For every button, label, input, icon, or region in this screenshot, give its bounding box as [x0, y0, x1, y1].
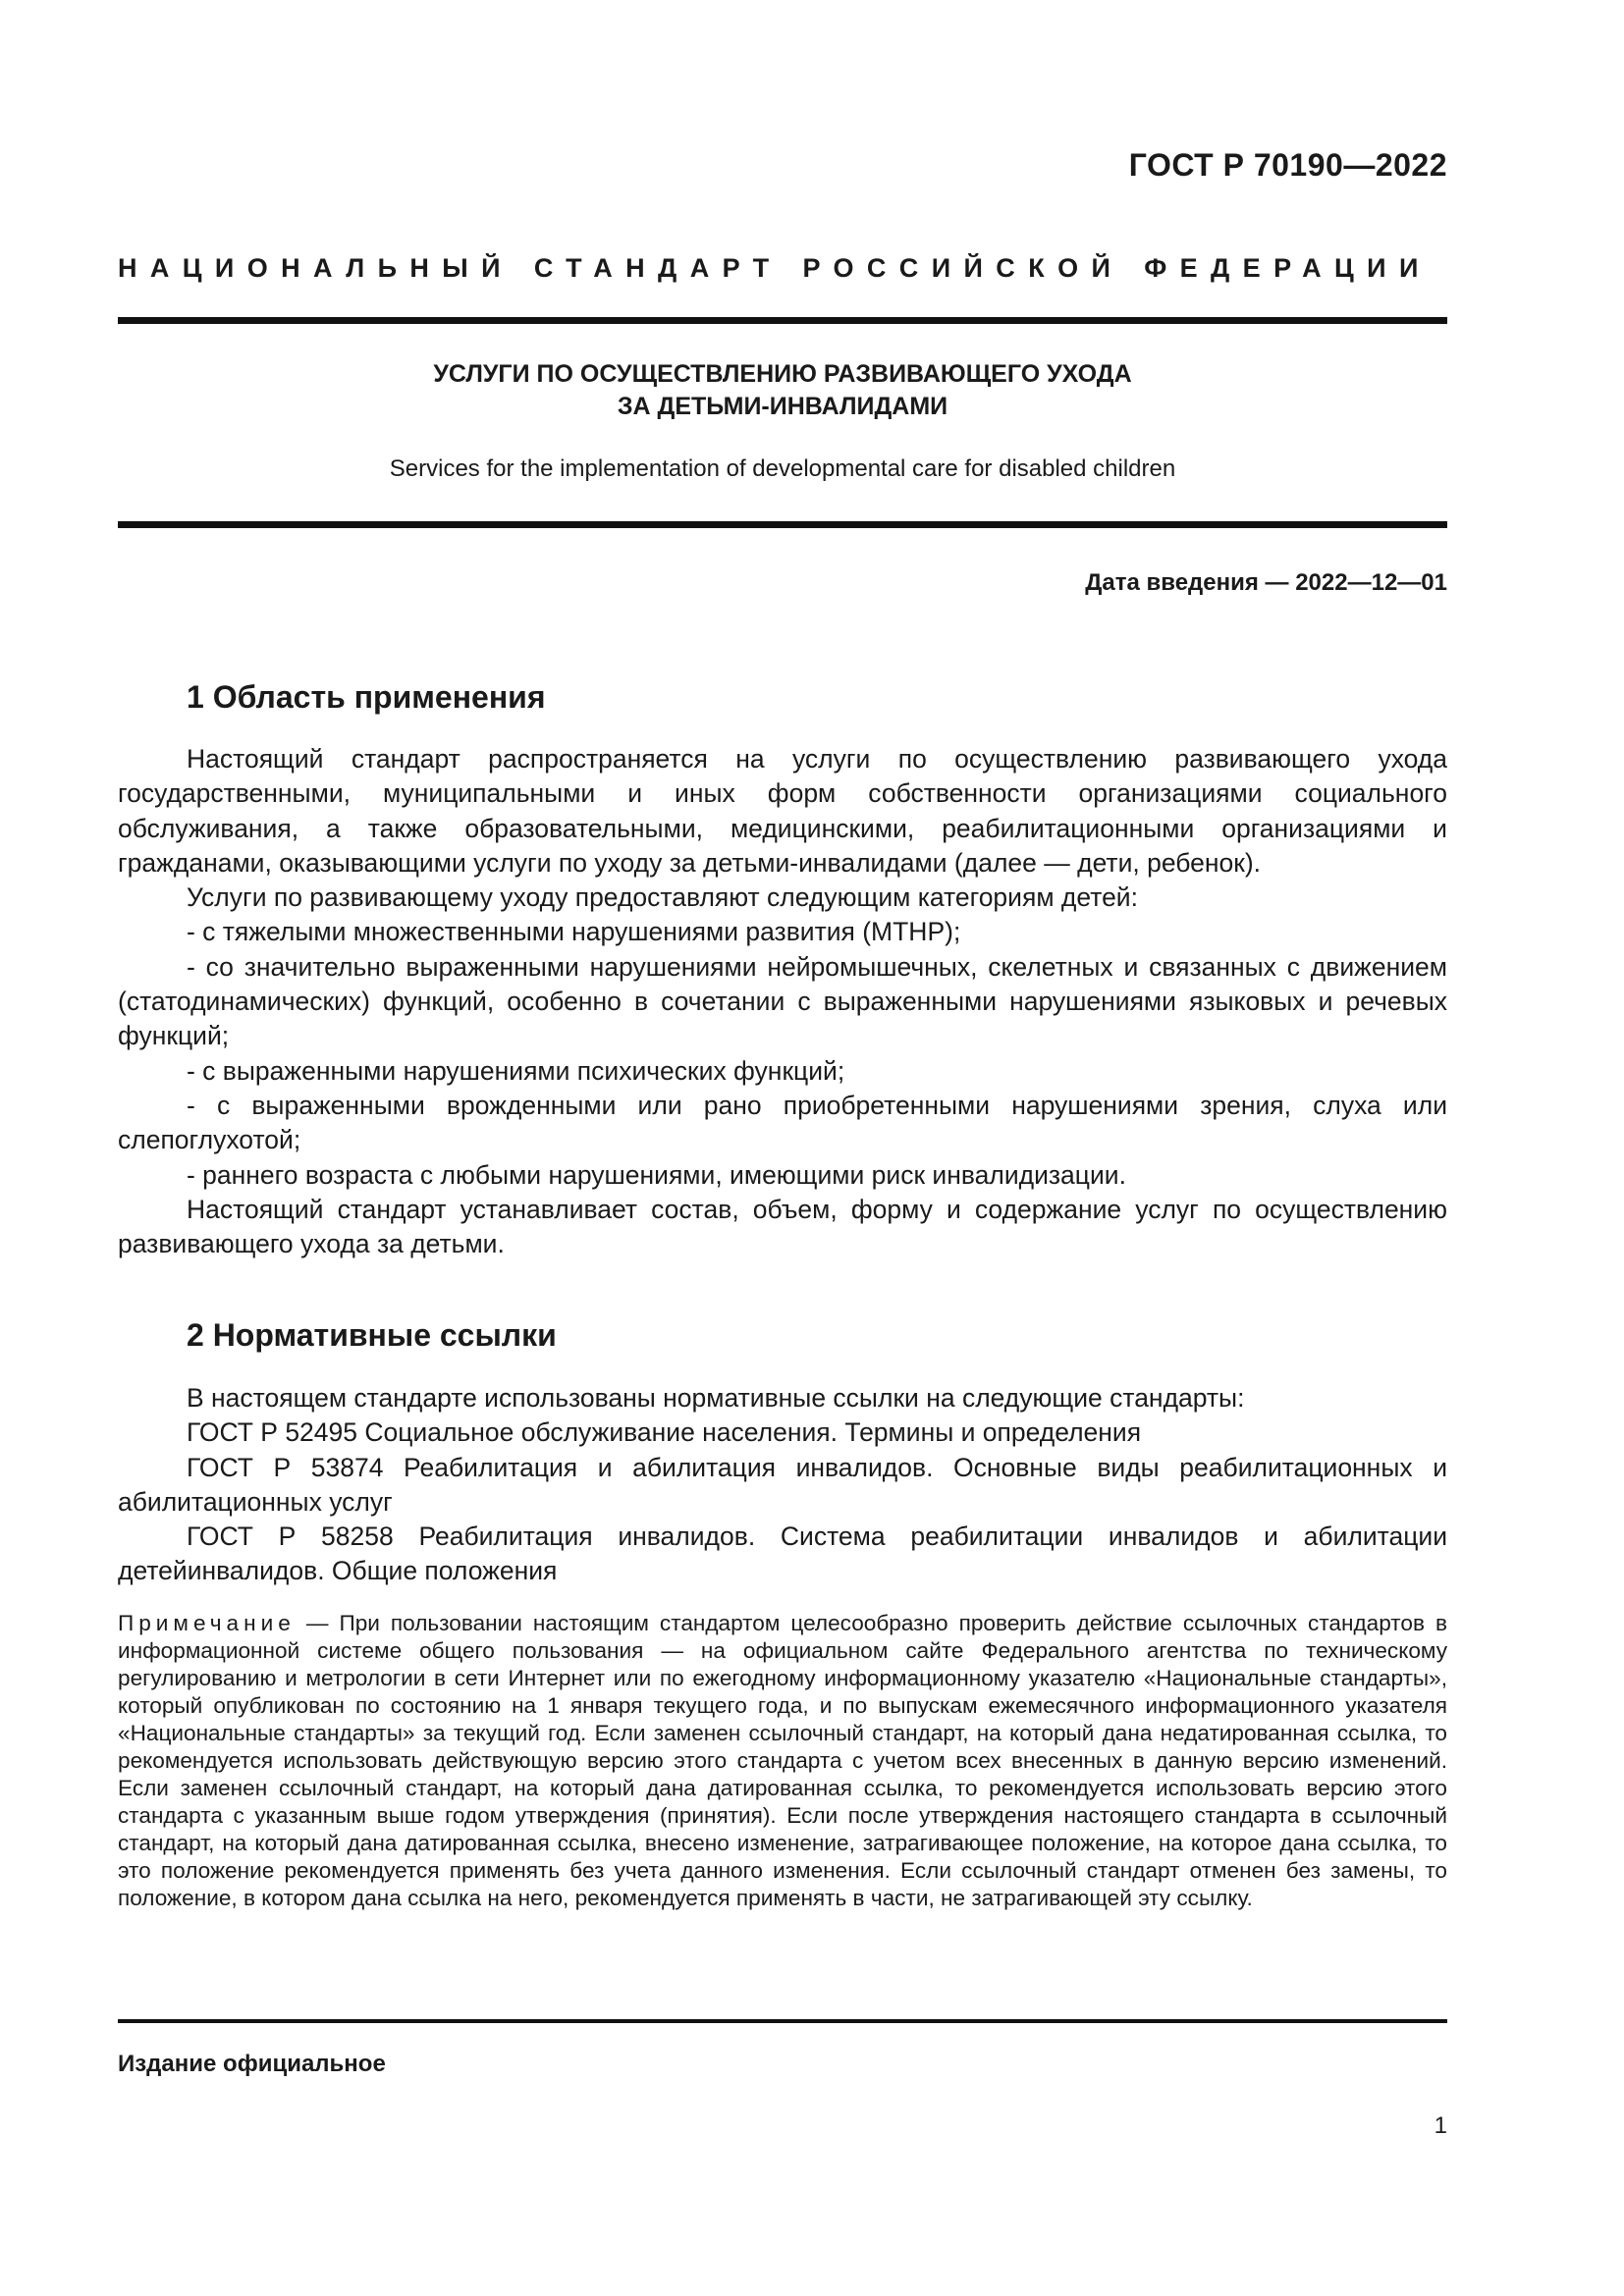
section-2-body — [118, 1381, 1447, 1589]
paragraph: Настоящий стандарт распространяется на услуги по осуществлению развивающего ухода государственными, муниципальными и иных форм собственности организациями социального обслуживания, а также образовательными, медицинскими, реабилитационными организациями и гражданами, оказывающими услуги по уходу за детьми-инвалидами (далее — дети, ребенок). — [118, 744, 1447, 878]
introduction-date: Дата введения — 2022—12—01 — [1085, 569, 1447, 596]
paragraph: В настоящем стандарте использованы нормативные ссылки на следующие стандарты: — [187, 1383, 1245, 1413]
footer-rule — [118, 2019, 1447, 2023]
title-line-1: УСЛУГИ ПО ОСУЩЕСТВЛЕНИЮ РАЗВИВАЮЩЕГО УХОДА — [433, 360, 1132, 388]
title-bottom-rule — [118, 521, 1447, 528]
note-text: — При пользовании настоящим стандартом целесообразно проверить действие ссылочных стандартов в информационной системе общего пользования — на официальном сайте Федерального агентства по техническому регулированию и метрологии в сети Интернет или по ежегодному информационному указателю «Национальные стандарты», который опубликован по состоянию на 1 января текущего года, и по выпускам ежемесячного информационного указателя «Национальные стандарты» за текущий год. Если заменен ссылочный стандарт, на который дана недатированная ссылка, то рекомендуется использовать действующую версию этого стандарта с учетом всех внесенных в данную версию изменений. Если заменен ссылочный стандарт, на который дана датированная ссылка, то рекомендуется использовать версию этого стандарта с указанным выше годом утверждения (принятия). Если после утверждения настоящего стандарта в ссылочный стандарт, на который дана датированная ссылка, внесено изменение, затрагивающее положение, на которое дана ссылка, то это положение рекомендуется применять без учета данного изменения. Если ссылочный стандарт отменен без замены, то положение, в котором дана ссылка на него, рекомендуется применять в части, не затрагивающей эту ссылку. — [118, 1611, 1447, 1910]
reference-item: ГОСТ Р 58258 Реабилитация инвалидов. Система реабилитации инвалидов и абилитации детейинвалидов. Общие положения — [118, 1522, 1447, 1586]
list-item: - с выраженными врожденными или рано приобретенными нарушениями зрения, слуха или слепоглухотой; — [118, 1090, 1447, 1155]
list-item: - с тяжелыми множественными нарушениями развития (МТНР); — [187, 917, 961, 947]
list-item: - со значительно выраженными нарушениями нейромышечных, скелетных и связанных с движением (статодинамических) функций, особенно в сочетании с выраженными нарушениями языковых и речевых функций; — [118, 951, 1447, 1051]
section-1-heading: 1 Область применения — [187, 679, 546, 715]
standard-type-line: НАЦИОНАЛЬНЫЙ СТАНДАРТ РОССИЙСКОЙ ФЕДЕРАЦИИ — [118, 253, 1432, 283]
document-number: ГОСТ Р 70190—2022 — [1128, 147, 1447, 183]
english-title: Services for the implementation of developmental care for disabled children — [389, 455, 1176, 482]
top-rule — [118, 317, 1447, 324]
list-item: - с выраженными нарушениями психических функций; — [187, 1055, 845, 1086]
paragraph: Настоящий стандарт устанавливает состав, объем, форму и содержание услуг по осуществлению развивающего ухода за детьми. — [118, 1194, 1447, 1259]
edition-label: Издание официальное — [118, 2051, 386, 2077]
title-line-2: ЗА ДЕТЬМИ-ИНВАЛИДАМИ — [617, 393, 948, 420]
section-2-heading: 2 Нормативные ссылки — [187, 1317, 557, 1353]
document-title — [118, 358, 1447, 423]
list-item: - раннего возраста с любыми нарушениями, имеющими риск инвалидизации. — [187, 1159, 1126, 1190]
page-number: 1 — [1434, 2112, 1447, 2139]
reference-item: ГОСТ Р 53874 Реабилитация и абилитация инвалидов. Основные виды реабилитационных и абилитационных услуг — [118, 1452, 1447, 1517]
paragraph: Услуги по развивающему уходу предоставляют следующим категориям детей: — [187, 882, 1138, 913]
reference-item: ГОСТ Р 52495 Социальное обслуживание населения. Термины и определения — [187, 1417, 1142, 1448]
note-label: Примечание — [118, 1611, 296, 1635]
note-block — [118, 1610, 1447, 1912]
section-1-body — [118, 742, 1447, 1261]
